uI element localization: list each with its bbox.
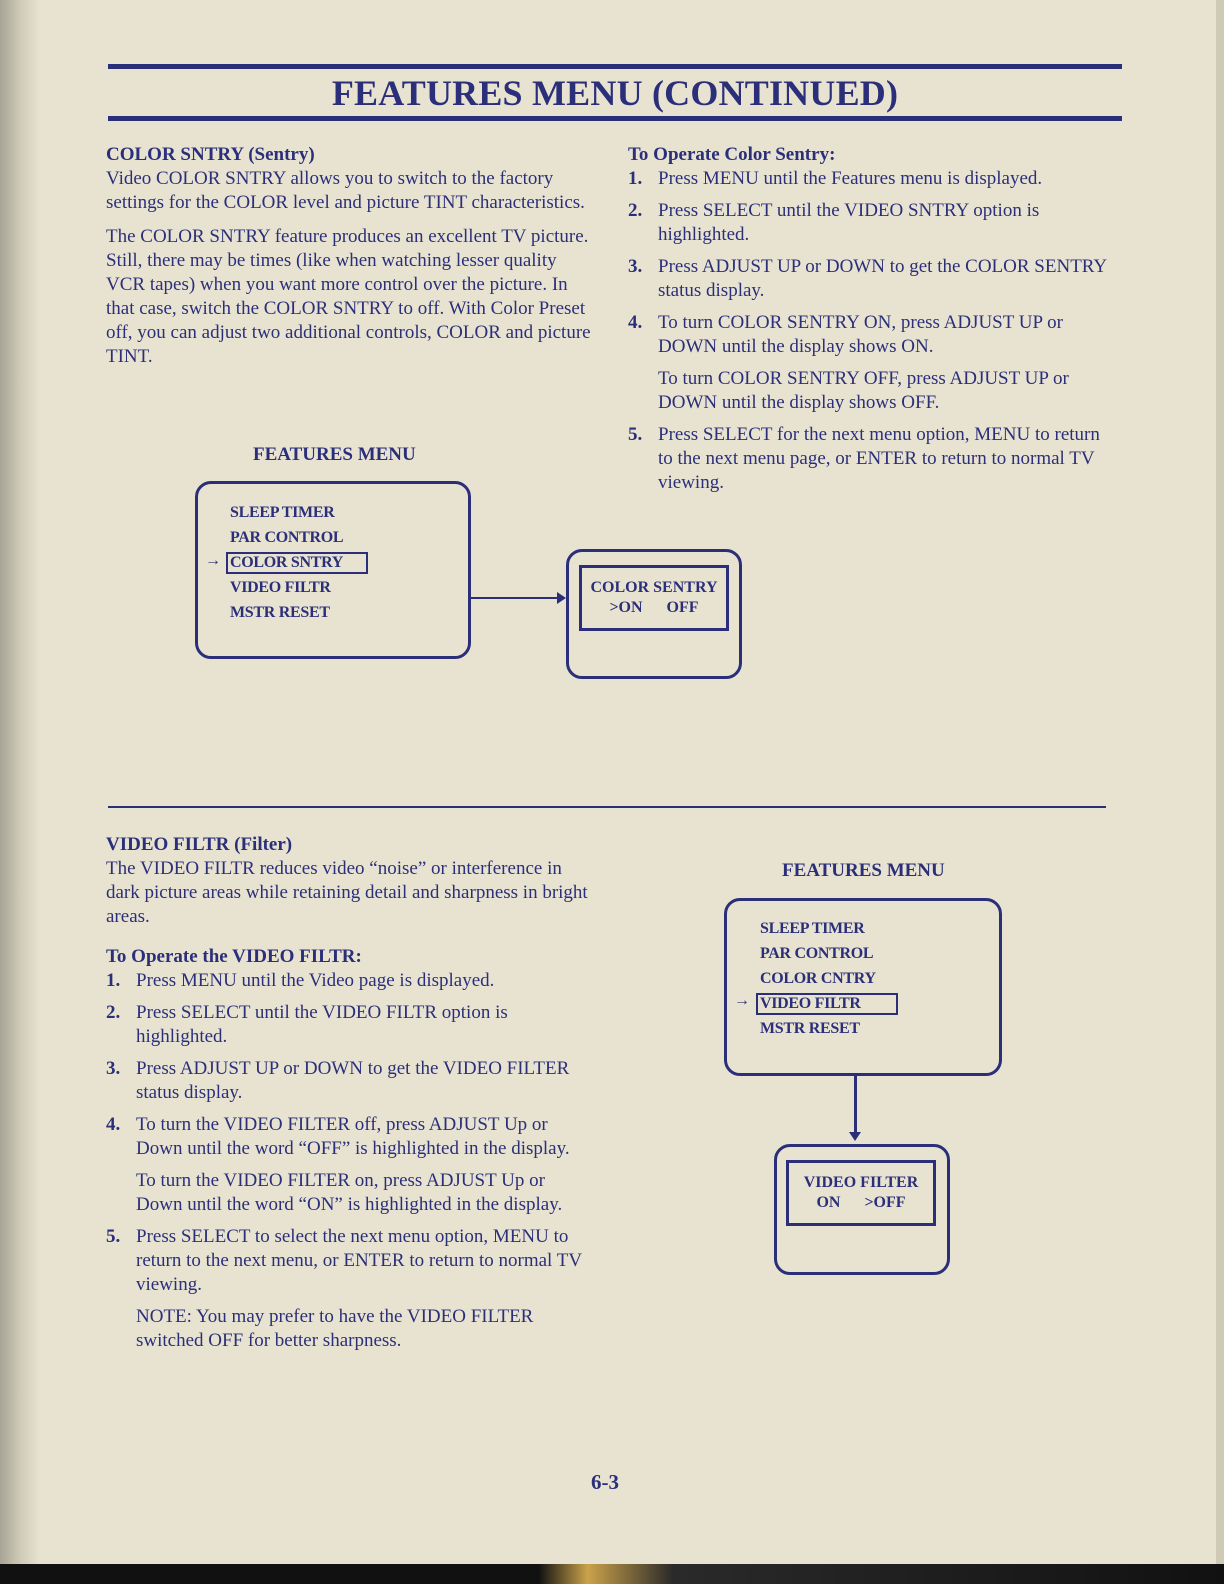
menu-item: PAR CONTROL xyxy=(760,945,874,962)
color-sentry-operate-heading: To Operate Color Sentry: xyxy=(628,144,836,165)
step-text: Press SELECT for the next menu option, MENU to return to the next menu page, or ENTER to return to normal TV viewing. xyxy=(658,424,1100,493)
menu-item: VIDEO FILTR xyxy=(230,579,331,596)
menu-item-selected: COLOR SNTRY xyxy=(226,552,368,574)
features-menu-caption: FEATURES MENU xyxy=(253,444,416,465)
step-number: 2. xyxy=(106,1002,121,1023)
arrowhead-icon xyxy=(557,592,566,604)
list-item xyxy=(628,311,1108,415)
list-item xyxy=(628,423,1108,495)
step-number: 3. xyxy=(106,1058,121,1079)
pointer-arrow-icon: → xyxy=(205,552,221,569)
color-sentry-status-box xyxy=(579,565,729,631)
page-binding-shadow xyxy=(0,0,40,1584)
list-item xyxy=(628,167,1108,191)
page-edge xyxy=(1216,0,1224,1584)
title-rule-bottom xyxy=(108,116,1122,121)
step-number: 2. xyxy=(628,200,643,221)
step-text: To turn the VIDEO FILTER off, press ADJUST Up or Down until the word “OFF” is highlighted in the display. xyxy=(136,1114,570,1159)
step-text: Press SELECT to select the next menu option, MENU to return to the next menu, or ENTER to return to normal TV viewing. xyxy=(136,1226,582,1295)
step-number: 1. xyxy=(106,970,121,991)
menu-item: SLEEP TIMER xyxy=(760,920,865,937)
features-menu-list xyxy=(230,500,368,625)
page-title: FEATURES MENU (CONTINUED) xyxy=(331,73,899,113)
status-title: COLOR SENTRY xyxy=(590,579,718,596)
video-filter-steps xyxy=(106,969,596,1353)
color-sentry-description xyxy=(106,143,596,379)
menu-item: PAR CONTROL xyxy=(230,529,344,546)
section-divider xyxy=(108,806,1106,808)
video-filter-para-1: The VIDEO FILTR reduces video “noise” or interference in dark picture areas while retaining detail and sharpness in bright areas. xyxy=(106,858,588,927)
title-rule-top xyxy=(108,64,1122,69)
status-values: ON >OFF xyxy=(816,1194,906,1211)
step-number: 5. xyxy=(106,1226,121,1247)
features-menu-list xyxy=(760,916,898,1041)
color-sentry-instructions xyxy=(628,143,1108,503)
page-number: 6-3 xyxy=(591,1470,619,1494)
step-text: Press SELECT until the VIDEO SNTRY option is highlighted. xyxy=(658,200,1040,245)
connector-line xyxy=(471,597,561,599)
menu-item: MSTR RESET xyxy=(760,1020,860,1037)
step-text: Press ADJUST UP or DOWN to get the VIDEO FILTER status display. xyxy=(136,1058,570,1103)
menu-item-selected: VIDEO FILTR xyxy=(756,993,898,1015)
features-menu-caption: FEATURES MENU xyxy=(782,860,945,881)
list-item xyxy=(106,1225,596,1353)
video-filter-status-box xyxy=(786,1160,936,1226)
video-filter-operate-heading: To Operate the VIDEO FILTR: xyxy=(106,946,362,967)
step-number: 4. xyxy=(628,312,643,333)
status-values: >ON OFF xyxy=(609,599,699,616)
list-item xyxy=(106,1001,596,1049)
color-sentry-para-1: Video COLOR SNTRY allows you to switch to the factory settings for the COLOR level and picture TINT characteristics. xyxy=(106,168,585,213)
step-text: To turn COLOR SENTRY ON, press ADJUST UP or DOWN until the display shows ON. xyxy=(658,312,1063,357)
step-number: 1. xyxy=(628,168,643,189)
color-sentry-heading: COLOR SNTRY (Sentry) xyxy=(106,144,315,165)
connector-line xyxy=(854,1076,857,1134)
list-item xyxy=(628,199,1108,247)
menu-item: COLOR CNTRY xyxy=(760,970,876,987)
step-subtext: To turn the VIDEO FILTER on, press ADJUST Up or Down until the word “ON” is highlighted in the display. xyxy=(136,1170,563,1215)
step-number: 3. xyxy=(628,256,643,277)
note-text: NOTE: You may prefer to have the VIDEO FILTER switched OFF for better sharpness. xyxy=(136,1306,534,1351)
step-text: Press MENU until the Features menu is displayed. xyxy=(658,168,1043,189)
step-subtext: To turn COLOR SENTRY OFF, press ADJUST UP or DOWN until the display shows OFF. xyxy=(658,368,1069,413)
menu-item: SLEEP TIMER xyxy=(230,504,335,521)
page-edge-bottom xyxy=(0,1564,1224,1584)
list-item xyxy=(106,1057,596,1105)
video-filter-heading: VIDEO FILTR (Filter) xyxy=(106,834,293,855)
step-text: Press MENU until the Video page is displayed. xyxy=(136,970,495,991)
menu-item: MSTR RESET xyxy=(230,604,330,621)
list-item xyxy=(106,969,596,993)
pointer-arrow-icon: → xyxy=(734,992,750,1009)
step-number: 4. xyxy=(106,1114,121,1135)
arrowhead-icon xyxy=(849,1132,861,1141)
step-text: Press ADJUST UP or DOWN to get the COLOR SENTRY status display. xyxy=(658,256,1107,301)
video-filter-section xyxy=(106,833,596,1361)
color-sentry-para-2: The COLOR SNTRY feature produces an excellent TV picture. Still, there may be times (like when watching lesser quality VCR tapes) when you want more control over the picture. In that case, switch the COLOR SNTRY to off. With Color Preset off, you can adjust two additional controls, COLOR and picture TINT. xyxy=(106,226,591,367)
list-item xyxy=(628,255,1108,303)
status-title: VIDEO FILTER xyxy=(803,1174,919,1191)
list-item xyxy=(106,1113,596,1217)
step-number: 5. xyxy=(628,424,643,445)
color-sentry-steps xyxy=(628,167,1108,495)
step-text: Press SELECT until the VIDEO FILTR option is highlighted. xyxy=(136,1002,508,1047)
